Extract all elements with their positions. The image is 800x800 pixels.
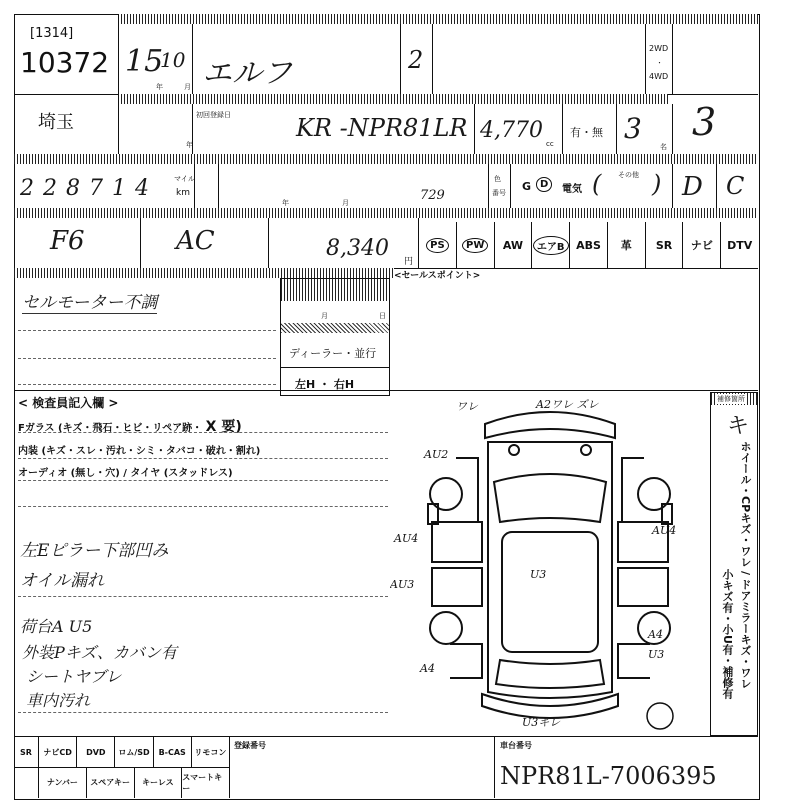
wheel-front-left (430, 478, 462, 510)
row2-divider-seats (616, 104, 617, 154)
row4-header-strip (14, 208, 758, 218)
row4-divider-1 (140, 218, 141, 268)
damage-label-8: A4 (648, 628, 663, 641)
dealer-box-strip-top (281, 279, 389, 301)
damage-label-1: ワレ (456, 400, 478, 413)
damage-label-11: U3キレ (522, 716, 561, 729)
model-month: 10 (160, 48, 186, 72)
mileage-unit-km: km (176, 188, 190, 198)
footer-items-row1 (14, 737, 230, 768)
model-code: KR -NPR81LR (296, 114, 468, 142)
dealer-box (280, 278, 390, 396)
inspection-month-label: 月 (342, 199, 349, 207)
damage-label-10: A4 (420, 662, 435, 675)
damage-label-9: U3 (648, 648, 665, 661)
bumper-mark-1 (509, 445, 519, 455)
damage-label-2: A2ワレ ズレ (536, 398, 599, 411)
equip-airbag: エアB (532, 222, 570, 268)
footer-sr: SR (14, 737, 39, 767)
footer-navi-cd: ナビCD (39, 737, 77, 767)
damage-label-3: AU2 (424, 448, 449, 461)
interior-underline (18, 458, 388, 459)
audio-line: オーディオ (無し・穴) / タイヤ (スタッドレス) (18, 468, 233, 479)
reg-number-label: 登録番号 (234, 741, 266, 750)
damage-label-5: AU3 (390, 578, 415, 591)
inspector-header: < 検査員記入欄 > (18, 396, 119, 410)
equip-sunroof: SR (646, 222, 684, 268)
other-label: その他 (618, 171, 639, 179)
row2-divider-disp (474, 104, 475, 154)
steering-side: 左H ・ 右H (295, 378, 355, 391)
fuel-electric: 電気 (562, 184, 582, 195)
row3-divider-mileage (194, 164, 195, 208)
fuel-close-paren: ) (652, 170, 662, 198)
front-bumper (485, 412, 615, 438)
equip-abs: ABS (570, 222, 608, 268)
divider-month (192, 24, 193, 94)
region: 埼玉 (38, 112, 74, 133)
divider-after-doors (432, 24, 433, 94)
displacement: 4,770 (480, 118, 543, 143)
rear-panel-left (450, 644, 482, 678)
row1-divider (118, 14, 119, 94)
row3-header-strip (14, 154, 758, 164)
sales-line-1 (18, 330, 276, 331)
footer-keyless: キーレス (135, 767, 183, 798)
footer-dvd: DVD (77, 737, 115, 767)
air-conditioning: AC (176, 226, 215, 256)
mileage-unit-mile: マイル (174, 175, 195, 183)
door-left-front (432, 522, 482, 562)
model-year: 15 (125, 44, 164, 79)
sales-note: セルモーター不調 (22, 288, 157, 314)
blank-circle (647, 703, 673, 729)
row2-divider-left (118, 94, 119, 154)
divider-drive-right (672, 24, 673, 94)
footer-remote: リモコン (192, 737, 230, 767)
footer-divider (494, 736, 495, 798)
chassis-label: 車台番号 (500, 741, 532, 750)
equip-navi: ナビ (683, 222, 721, 268)
price-unit: 円 (404, 257, 414, 267)
rear-window (496, 660, 604, 688)
blank-line-2 (18, 596, 388, 597)
month-label: 月 (184, 83, 191, 91)
equip-dtv: DTV (727, 238, 753, 252)
row1-header-strip (118, 14, 758, 24)
dealer-box-line (281, 367, 389, 368)
color-label-1: 色 (494, 175, 501, 183)
footer-items-row2 (14, 767, 230, 798)
bumper-mark-2 (581, 445, 591, 455)
footer-bcas: B-CAS (154, 737, 192, 767)
fender-front-right (622, 458, 644, 522)
note-4: 外装Pキズ、カバン有 (22, 643, 177, 662)
row2-header-strip (118, 94, 668, 104)
sales-bottom-line (14, 390, 758, 391)
grade-exterior: D (682, 172, 703, 202)
wheel-front-right (638, 478, 670, 510)
damage-label-4: AU4 (394, 532, 419, 545)
glass-line (18, 416, 242, 436)
footer-number-plate: ナンバー (39, 767, 87, 798)
grade-interior: C (726, 172, 745, 200)
chassis-number: NPR81L-7006395 (500, 762, 717, 790)
repair-mark: キ (727, 414, 750, 439)
color-code: 729 (420, 188, 445, 203)
reg-year-label: 年 (186, 141, 193, 149)
equip-aw: AW (495, 222, 533, 268)
equipment-row (419, 222, 758, 268)
date-month: 月 (321, 312, 328, 320)
note-6: 車内汚れ (26, 691, 91, 710)
repair-legend-1: ホイール・CPキズ・ワレ / ドアミラーキズ・ワレ (739, 441, 752, 689)
glass-mark: X 要) (205, 419, 242, 435)
divider-doors (400, 24, 401, 94)
equip-ps: PS (419, 222, 457, 268)
row2-divider-owner (562, 104, 563, 154)
fuel-d: D (536, 177, 552, 192)
right-panel-title: 補修箇所 (717, 395, 745, 403)
footer-row2-spacer (14, 767, 39, 798)
row3-divider-fuel (510, 164, 511, 208)
dealer-parallel: ディーラー・並行 (289, 347, 377, 360)
blank-line-1 (18, 506, 388, 507)
door-count: 2 (408, 46, 424, 74)
sales-line-3 (18, 384, 276, 385)
fuel-g: G (522, 180, 532, 193)
damage-label-6: U3 (530, 568, 547, 581)
windshield (494, 474, 606, 522)
body-outline (488, 442, 612, 698)
audio-underline (18, 480, 388, 481)
sales-point-header: <セールスポイント> (394, 271, 481, 281)
car-damage-diagram (390, 392, 708, 736)
cc-label: cc (546, 140, 554, 148)
row3-divider-insp (218, 164, 219, 208)
glass-underline (18, 432, 388, 433)
sales-header-strip (14, 268, 394, 278)
door-right-rear (618, 568, 668, 606)
footer-rom-sd: ロム/SD (115, 737, 153, 767)
drive-dot: ・ (656, 59, 663, 67)
lot-number: 10372 (20, 46, 110, 79)
transmission: F6 (50, 226, 85, 256)
wheel-rear-left (430, 612, 462, 644)
note-2: オイル漏れ (20, 571, 105, 591)
fuel-open-paren: ( (592, 170, 602, 198)
blank-line-3 (18, 712, 388, 713)
row2-divider-score (672, 104, 673, 154)
inspection-year-label: 年 (282, 199, 289, 207)
fender-front-left (456, 458, 478, 522)
equip-leather: 革 (608, 222, 646, 268)
note-5: シートヤブレ (26, 667, 122, 686)
rear-panel-right (618, 644, 650, 678)
lot-prefix: [1314] (30, 26, 74, 41)
note-3: 荷台A U5 (20, 617, 93, 636)
row3-divider-grade (672, 164, 673, 208)
date-day: 日 (379, 312, 386, 320)
footer-spare-key: スペアキー (87, 767, 135, 798)
year-label: 年 (156, 83, 163, 91)
row3-divider-grade2 (716, 164, 717, 208)
equip-pw: PW (457, 222, 495, 268)
seats-label: 名 (660, 143, 667, 151)
damage-label-7: AU4 (652, 524, 677, 537)
right-panel (710, 392, 758, 736)
glass-text: Fガラス (キズ・飛石・ヒビ・リペア跡・ (18, 423, 203, 434)
row3-divider-color (488, 164, 489, 208)
owner-label: 有・無 (570, 126, 603, 139)
drive-2wd: 2WD (649, 44, 669, 53)
price: 8,340 (326, 236, 389, 261)
drive-4wd: 4WD (649, 72, 669, 81)
footer-smart-key: スマートキー (182, 767, 230, 798)
row4-divider-2 (268, 218, 269, 268)
car-model-name: エルフ (202, 56, 292, 91)
seat-count: 3 (624, 112, 642, 145)
color-label-2: 番号 (492, 189, 506, 197)
note-1: 左Eピラー下部凹み (20, 541, 169, 561)
first-reg-label: 初回登録日 (196, 111, 231, 119)
roof (502, 532, 598, 652)
sales-line-2 (18, 358, 276, 359)
interior-line: 内装 (キズ・スレ・汚れ・シミ・タバコ・破れ・割れ) (18, 446, 261, 457)
repair-legend-2: 小キズ有・小U有・補修有 (721, 569, 734, 699)
mileage: 228714 (20, 176, 158, 201)
divider-drive (645, 24, 646, 94)
dealer-box-strip-mid (281, 323, 389, 333)
auction-score: 3 (692, 100, 717, 144)
door-left-rear (432, 568, 482, 606)
